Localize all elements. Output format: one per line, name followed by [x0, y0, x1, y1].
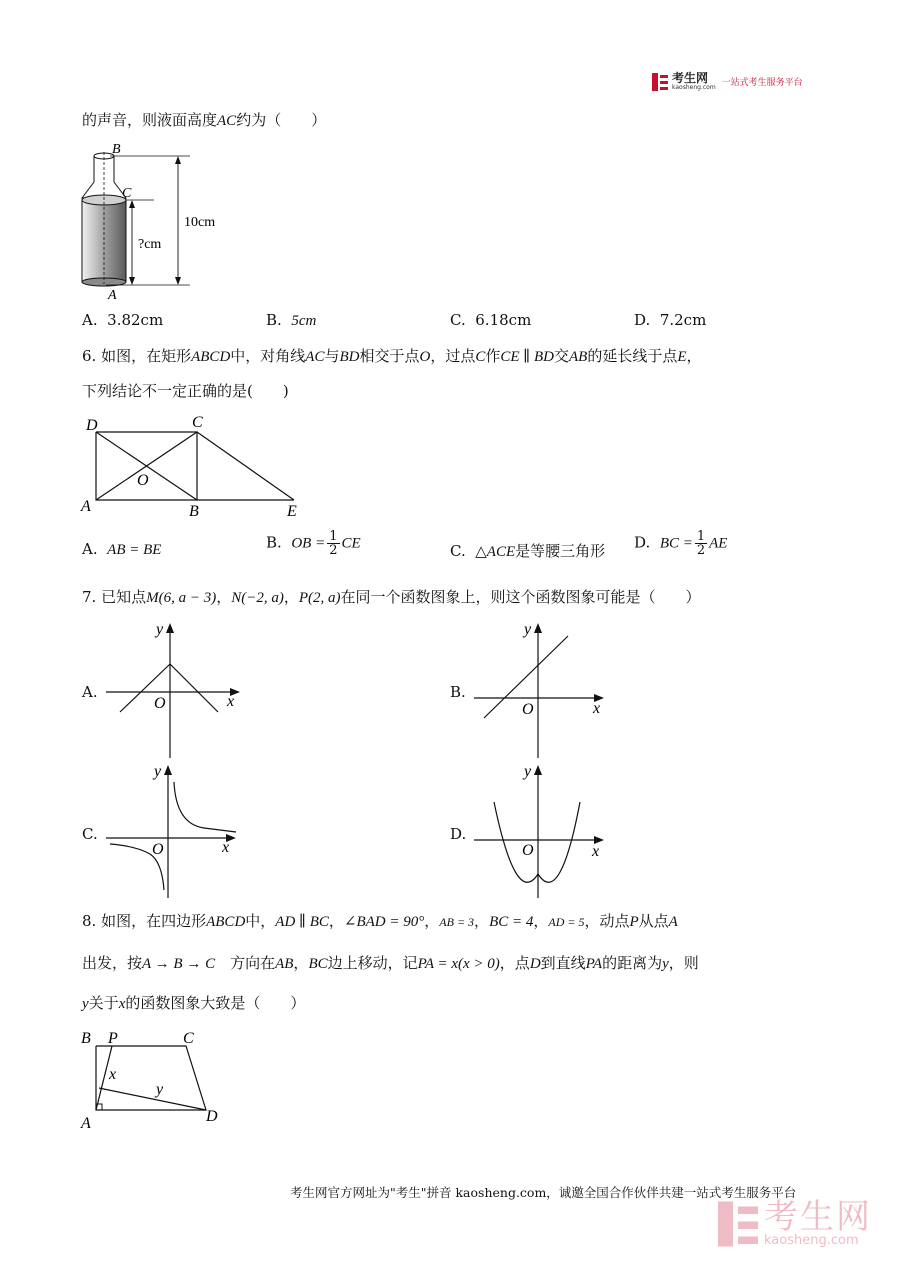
q6-option-a: [82, 540, 161, 559]
fraction-numerator: 1: [696, 529, 706, 544]
option-letter: B.: [266, 533, 282, 552]
q8-stem-line3: [82, 993, 305, 1014]
logo-name: 考生网: [672, 71, 709, 85]
graph-origin-label: O: [154, 695, 166, 712]
q6-text: 交: [553, 347, 569, 365]
graph-origin-label: O: [152, 841, 164, 858]
q8-text: ，: [328, 912, 344, 930]
graph-x-label: x: [593, 700, 601, 717]
q8-math: D: [529, 956, 541, 972]
watermark-name: 考生网: [764, 1197, 872, 1237]
q6-text: 中，对角线: [230, 347, 306, 365]
q5-option-a: [82, 311, 163, 329]
q6-math: O: [419, 349, 431, 365]
q6-label-e: E: [287, 503, 297, 520]
q6-math: C: [475, 349, 486, 365]
option-rhs: CE: [341, 535, 361, 552]
option-letter: C.: [450, 311, 466, 329]
option-lhs: BC =: [659, 535, 693, 552]
q8-text: ，: [533, 912, 549, 930]
q8-text: ，: [424, 912, 440, 930]
q5-stem-var: AC: [217, 113, 237, 129]
q6-label-a: A: [81, 498, 91, 515]
q8-math: AB = 3: [439, 915, 475, 929]
graph-y-label: y: [524, 763, 532, 780]
q8-label-b: B: [81, 1030, 91, 1047]
q7-text: 在同一个函数图象上，则这个函数图象可能是（ ）: [340, 588, 701, 606]
q8-label-a: A: [81, 1115, 91, 1132]
q6-option-b: [266, 530, 361, 557]
q8-stem-line2: [82, 953, 699, 974]
q8-text: ，点: [499, 954, 530, 972]
graph-y-label: y: [154, 763, 162, 780]
q7-text: ，: [283, 588, 299, 606]
watermark: [718, 1197, 872, 1248]
graph-y-label: y: [156, 621, 164, 638]
option-letter: B.: [266, 311, 282, 329]
q6-math: BD: [339, 349, 360, 365]
option-letter: A.: [82, 540, 98, 558]
q7-option-a-letter: A.: [82, 683, 98, 701]
q5-label-total: 10cm: [184, 215, 216, 230]
logo-text: [672, 72, 716, 91]
logo-domain: kaosheng.com: [672, 84, 716, 91]
q8-math: ABCD: [206, 914, 246, 930]
option-text: 5cm: [291, 313, 317, 329]
q6-math: ABCD: [191, 349, 231, 365]
graph-x-label: x: [592, 843, 600, 860]
q8-math: ∠BAD = 90°: [343, 914, 425, 930]
q8-label-x: x: [109, 1066, 117, 1083]
q6-label-o: O: [137, 472, 149, 489]
q8-stem-line1: [82, 911, 678, 932]
q8-math: BC = 4: [489, 914, 534, 930]
q6-math: AC: [305, 349, 325, 365]
q5-stem-end: 约为（ ）: [236, 111, 327, 129]
graph-origin-label: O: [522, 701, 534, 718]
q7-option-d-letter: D.: [450, 825, 467, 843]
option-letter: D.: [634, 533, 651, 552]
kaosheng-logo-icon: [652, 73, 668, 91]
q8-math: BC: [308, 956, 328, 972]
logo-slogan: 一站式考生服务平台: [721, 78, 803, 88]
option-rhs: AE: [709, 535, 728, 552]
graph-x-label: x: [227, 693, 235, 710]
page-footer: 考生网官方网址为"考生"拼音 kaosheng.com，诚邀全国合作伙伴共建一站式考生服务平台: [290, 1185, 797, 1200]
q7-option-c-letter: C.: [82, 825, 98, 843]
q8-math: A → B → C: [142, 956, 216, 972]
graph-x-label: x: [222, 839, 230, 856]
q8-text: ，: [474, 912, 490, 930]
q6-stem-line2: 下列结论不一定正确的是( ): [82, 382, 289, 400]
q5-bottle-figure: [78, 138, 238, 303]
header-logo: [652, 72, 803, 91]
q5-stem-text: 的声音，则液面高度: [82, 111, 218, 129]
q8-text: 的函数图象大致是（ ）: [125, 994, 306, 1012]
q6-text: 相交于点: [359, 347, 420, 365]
q8-text: ，动点: [584, 912, 630, 930]
q8-math: AD = 5: [548, 915, 585, 929]
graph-origin-label: O: [522, 842, 534, 859]
fraction: [327, 530, 339, 557]
q8-text: ，则: [668, 954, 699, 972]
q6-math: CE ∥ BD: [500, 349, 554, 365]
q8-text: ，: [293, 954, 309, 972]
q7-graph-c: [100, 760, 250, 900]
q8-text: 中，: [245, 912, 276, 930]
q6-text: 的延长线于点: [587, 347, 678, 365]
q5-option-d: [634, 311, 706, 329]
option-expr: △ACE: [475, 544, 516, 560]
q5-label-unknown: ?cm: [138, 237, 162, 252]
q7-text: ，: [216, 588, 232, 606]
q6-math: AB: [569, 349, 588, 365]
q8-text: 如图，在四边形: [101, 912, 207, 930]
q7-graph-b: [468, 618, 618, 760]
q8-label-y: y: [156, 1081, 164, 1098]
fraction-denominator: 2: [696, 543, 706, 558]
q5-label-c: C: [122, 186, 132, 201]
q8-math: AB: [275, 956, 294, 972]
option-letter: A.: [82, 311, 98, 329]
q8-text: 的距离为: [602, 954, 663, 972]
q8-text: 出发，按: [82, 954, 143, 972]
q8-math: PA = x(x > 0): [417, 956, 500, 972]
q6-label-b: B: [189, 503, 199, 520]
watermark-domain: kaosheng.com: [764, 1233, 859, 1248]
option-text: 是等腰三角形: [515, 542, 606, 560]
q6-label-d: D: [86, 417, 98, 434]
fraction-numerator: 1: [329, 529, 338, 544]
q6-text: ，: [686, 347, 702, 365]
q8-label-d: D: [206, 1108, 218, 1125]
q6-text: 与: [324, 347, 340, 365]
graph-y-label: y: [524, 621, 532, 638]
q5-label-a: A: [108, 288, 117, 303]
q7-stem: [82, 587, 701, 608]
q6-option-c: [450, 540, 605, 561]
q8-math: A: [668, 914, 678, 930]
q7-option-b-letter: B.: [450, 683, 466, 701]
q8-label-c: C: [183, 1030, 194, 1047]
q6-text: ，过点: [430, 347, 476, 365]
watermark-text: [764, 1197, 872, 1248]
q8-math: y: [662, 956, 669, 972]
q6-label-c: C: [192, 414, 203, 431]
q6-option-d: [634, 530, 727, 557]
q8-math: P: [629, 914, 639, 930]
q8-text: 方向在: [215, 954, 276, 972]
q6-rectangle-figure: [78, 410, 318, 522]
q7-math: P(2, a): [298, 590, 341, 606]
q8-math: x: [118, 996, 126, 1012]
q8-text: 关于: [88, 994, 119, 1012]
q5-option-b: [266, 311, 316, 330]
fraction-denominator: 2: [329, 543, 338, 558]
q6-stem-line1: [82, 346, 702, 367]
q8-math: PA: [585, 956, 603, 972]
q7-text: 已知点: [101, 588, 147, 606]
fraction: [695, 530, 707, 557]
q8-math: AD ∥ BC: [275, 914, 329, 930]
option-letter: C.: [450, 542, 466, 560]
q5-stem-tail: [82, 110, 326, 131]
q7-graph-d: [468, 760, 618, 900]
q8-math: y: [82, 996, 89, 1012]
q6-number: 6.: [82, 347, 97, 365]
q5-option-c: [450, 311, 531, 329]
watermark-logo-icon: [718, 1201, 758, 1247]
option-expr: AB = BE: [107, 542, 162, 558]
q6-math: E: [677, 349, 687, 365]
q8-trapezoid-figure: [78, 1024, 238, 1134]
q8-text: 边上移动，记: [327, 954, 418, 972]
q7-math: M(6, a − 3): [146, 590, 217, 606]
q8-label-p: P: [108, 1030, 118, 1047]
q7-math: N(−2, a): [231, 590, 284, 606]
q5-label-b: B: [112, 142, 121, 157]
option-text: 7.2cm: [659, 311, 707, 329]
option-text: 3.82cm: [107, 311, 164, 329]
q8-number: 8.: [82, 912, 97, 930]
q7-number: 7.: [82, 588, 97, 606]
q8-text: 到直线: [540, 954, 586, 972]
option-letter: D.: [634, 311, 651, 329]
option-text: 6.18cm: [475, 311, 532, 329]
option-lhs: OB =: [291, 535, 326, 552]
q7-graph-a: [100, 618, 250, 760]
q8-text: 从点: [638, 912, 669, 930]
q6-text: 作: [485, 347, 501, 365]
q6-text: 如图，在矩形: [101, 347, 192, 365]
